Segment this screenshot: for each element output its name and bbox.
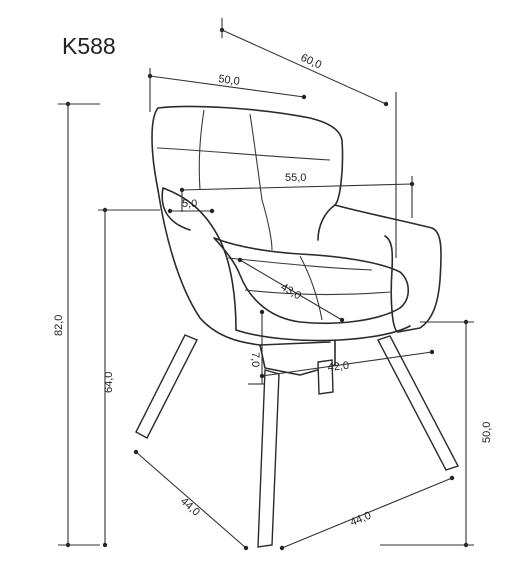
dim-arm-width	[182, 172, 412, 218]
label-base-depth: 44,0	[177, 495, 202, 519]
dim-width-top	[150, 68, 304, 112]
dim-arm-height-total	[98, 210, 160, 545]
label-arm-height: 5,0	[182, 198, 198, 210]
dim-depth	[222, 18, 396, 258]
back-left-leg	[136, 335, 197, 438]
label-arm-width: 55,0	[285, 172, 307, 184]
label-seat-thickness: 7,0	[249, 352, 261, 368]
front-right-leg	[378, 336, 458, 470]
product-code: K588	[62, 33, 116, 59]
dim-seat-thickness	[248, 312, 264, 384]
label-total-height: 82,0	[53, 314, 65, 336]
label-seat-depth: 43,0	[278, 281, 304, 303]
dim-base-depth	[136, 452, 246, 548]
dim-seat-depth	[240, 260, 342, 320]
label-base-width: 44,0	[348, 509, 373, 529]
label-seat-width: 42,0	[327, 359, 350, 374]
dim-total-height	[53, 104, 100, 545]
chair-legs	[136, 335, 458, 547]
upholstery-seams	[157, 110, 390, 320]
label-depth: 60,0	[298, 51, 324, 72]
dim-base-width	[282, 478, 452, 548]
chair-outline	[152, 106, 441, 375]
front-left-leg	[258, 370, 279, 547]
label-arm-height-total: 64,0	[103, 371, 115, 393]
label-width-top: 50,0	[217, 73, 241, 88]
label-seat-height: 50,0	[481, 421, 493, 443]
